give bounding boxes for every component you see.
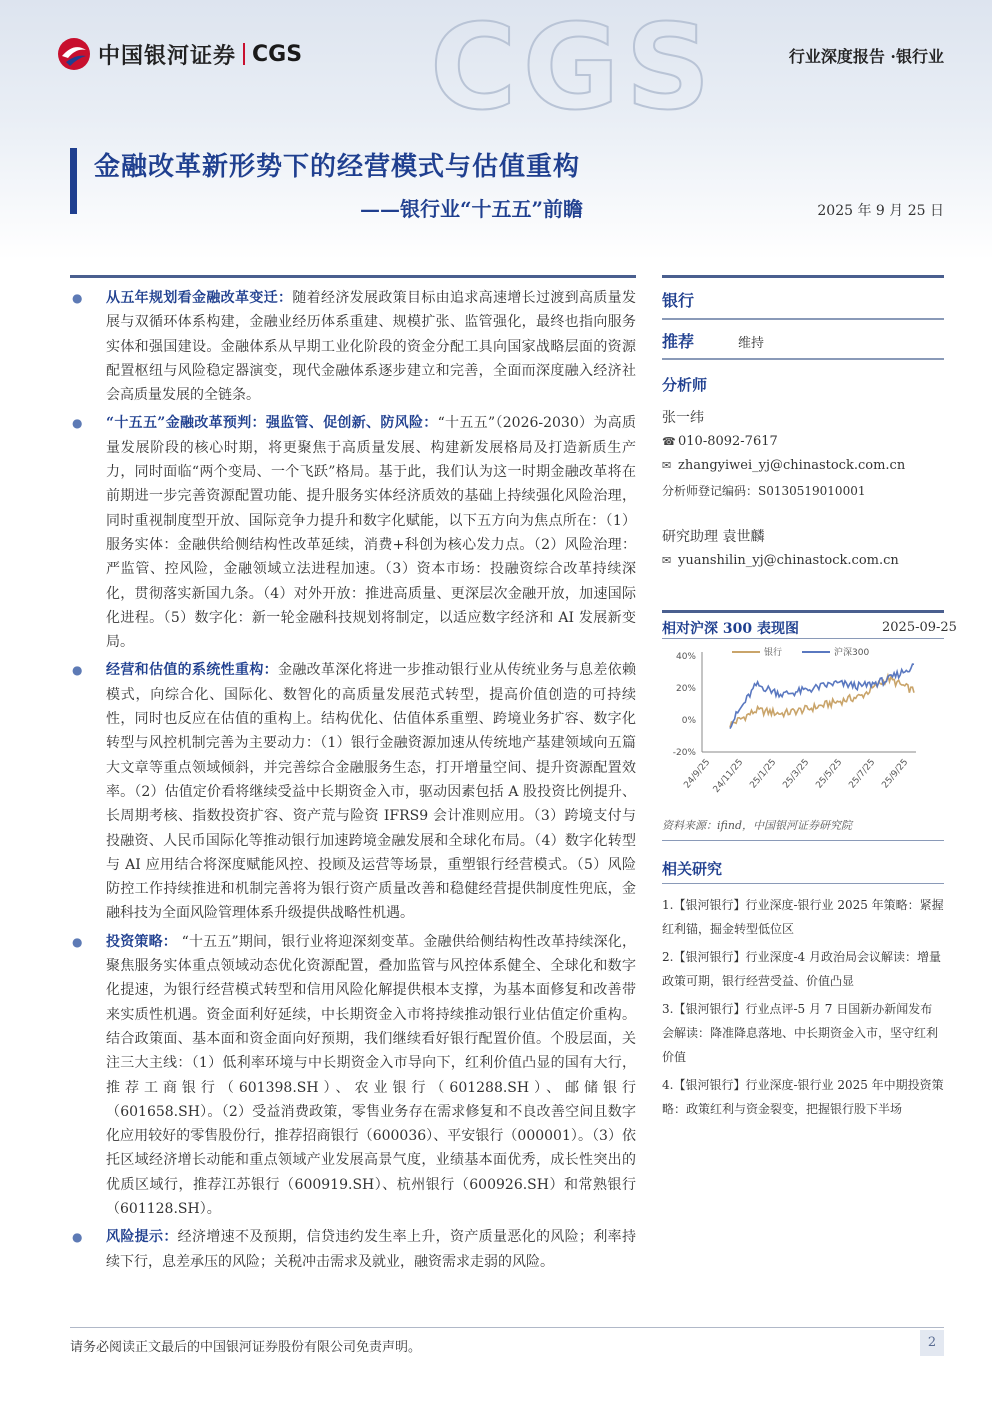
related-item[interactable]: 1.【银河银行】行业深度-银行业 2025 年策略：紧握红利锚，掘金转型低位区: [662, 898, 944, 936]
summary-body: [70, 286, 636, 1278]
paragraph-lead: 风险提示：: [106, 1229, 178, 1246]
bullet-icon: ●: [72, 934, 83, 949]
summary-paragraph: [70, 1225, 636, 1274]
chart-x-tick-label: 24/9/25: [682, 757, 713, 791]
report-subtitle: ——银行业“十五五”前瞻: [360, 197, 584, 221]
email-icon: ✉: [662, 459, 672, 472]
summary-paragraph: [70, 411, 636, 654]
body-top-rule: [70, 275, 636, 278]
industry-label: 银行: [662, 291, 695, 310]
assistant-email-value[interactable]: yuanshilin_yj@chinastock.com.cn: [678, 553, 899, 568]
related-item[interactable]: 3.【银河银行】行业点评-5 月 7 日国新办新闻发布会解读：降准降息落地、中长期资金入市，坚守红利价值: [662, 1002, 939, 1064]
chart-x-tick-label: 25/7/25: [847, 757, 878, 791]
title-accent-bar: [70, 148, 77, 214]
assistant-name: 袁世麟: [722, 529, 765, 545]
paragraph-text: 随着经济发展政策目标由追求高速增长过渡到高质量发展与双循环体系构建，金融业经历体系重建、规模扩张、监管强化，最终也指向服务实体和强国建设。金融体系从早期工业化阶段的资金分配工具向国家战略层面的资源配置枢纽与风险稳定器演变，现代金融体系逐步建立和完善，全面而深度融入经济社会高质量发展的全链条。: [106, 290, 637, 404]
related-list: [662, 893, 944, 1125]
analyst-reg-code: 分析师登记编码：S0130519010001: [662, 484, 866, 498]
paragraph-lead: “十五五”金融改革预判：强监管、促创新、防风险：: [106, 415, 438, 432]
logo-icon: [56, 36, 92, 72]
chart-x-tick-label: 25/1/25: [748, 757, 779, 791]
chart-date: 2025-09-25: [882, 620, 957, 635]
paragraph-lead: 投资策略：: [106, 933, 177, 950]
paragraph-lead: 从五年规划看金融改革变迁：: [106, 290, 293, 306]
chart-heading: 相对沪深 300 表现图: [662, 621, 799, 637]
sidebar-rule: [662, 318, 944, 320]
footer-disclaimer: 请务必阅读正文最后的中国银河证券股份有限公司免责声明。: [70, 1340, 422, 1355]
chart-x-tick-label: 25/5/25: [814, 757, 845, 791]
paragraph-lead: 经营和估值的系统性重构：: [106, 662, 278, 679]
bullet-icon: ●: [72, 291, 83, 305]
analyst-name: 张一纬: [662, 410, 704, 426]
chart-x-tick-label: 25/3/25: [781, 757, 812, 791]
paragraph-text: 金融改革深化将进一步推动银行业从传统业务与息差依赖模式，向综合化、国际化、数智化的高质量发展范式转型，提高价值创造的可持续性，同时也反应在估值的重构上。结构优化、估值体系重塑、跨境业务扩容、数字化转型与风控机制完善为主要动力：（1）银行金融资源加速从传统地产基建领域向五篇大文章等重点领域倾斜，并完善综合金融服务生态，打开增量空间、提升资源配置效率。（2）估值定价看将继续受益中长期资金入市，驱动因素包括 A 股投资比例提升、长周期考核、指数投资扩容、资产荒与险资 IFRS9 会计准则应用。（3）跨境支付与投融资、人民币国际化等推动银行加速跨境金融发展和全球化布局。（4）数字化转型与 AI 应用结合将深度赋能风控、投顾及运营等场景，重塑银行经营模式。（5）风险防控工作持续推进和机制完善将为银行资产质量改善和稳健经营提供制度性兜底，金融科技为全面风险管理体系升级提供战略性机遇。: [106, 662, 636, 922]
analyst-phone-value: 010-8092-7617: [678, 434, 778, 449]
paragraph-text: “十五五”（2026-2030）为高质量发展阶段的核心时期，将更聚焦于高质量发展、构建新发展格局及打造新质生产力，同时面临“两个变局、一个飞跃”格局。基于此，我们认为这一时期金融改革将在前期进一步完善资源配置功能、提升服务实体经济质效的基础上持续强化风险治理，同时重视制度型开放、国际竞争力提升和数字化赋能，以下五方向为焦点所在：（1）服务实体：金融供给侧结构性改革延续，消费+科创为核心发力点。（2）风险治理：严监管、控风险，金融领域立法进程加速。（3）资本市场：投融资综合改革持续深化，贯彻落实新国九条。（4）对外开放：推进高质量、更深层次金融开放，加速国际化进程。（5）数字化：新一轮金融科技规划将制定，以适应数字经济和 AI 发展新变局。: [106, 415, 636, 651]
chart-top-rule: [662, 610, 944, 613]
assistant-email: [662, 553, 899, 568]
report-type: 行业深度报告 ·银行业: [788, 47, 944, 66]
report-date: 2025 年 9 月 25 日: [817, 203, 944, 219]
assistant-label: 研究助理: [662, 529, 718, 545]
logo: [56, 36, 302, 72]
phone-icon: ☎: [662, 435, 676, 448]
sidebar-top-rule: [662, 275, 944, 278]
related-item[interactable]: 2.【银河银行】行业深度-4 月政治局会议解读：增量政策可期，银行经营受益、价值凸显: [662, 950, 941, 988]
related-top-rule: [662, 840, 944, 841]
summary-paragraph: [70, 658, 636, 925]
analyst-heading: 分析师: [662, 376, 708, 394]
logo-divider: [243, 43, 245, 65]
chart-svg: [662, 640, 944, 810]
footer-rule: [70, 1327, 944, 1328]
chart-legend-label: 沪深300: [834, 648, 870, 658]
paragraph-text: 经济增速不及预期，信贷违约发生率上升，资产质量恶化的风险；利率持续下行，息差承压的风险；关税冲击需求及就业，融资需求走弱的风险。: [106, 1229, 637, 1270]
chart-rule: [662, 638, 944, 639]
logo-text-cn: 中国银河证券: [98, 43, 237, 69]
sidebar-rule: [662, 358, 944, 360]
chart-source: 资料来源：ifind，中国银河证券研究院: [662, 819, 852, 832]
chart-series-line-1: [730, 664, 914, 729]
watermark: CGS: [430, 0, 717, 136]
summary-paragraph: [70, 930, 636, 1222]
chart-legend-label: 银行: [764, 648, 783, 658]
bullet-icon: ●: [72, 416, 83, 431]
chart-x-tick-label: 25/9/25: [880, 757, 911, 791]
bullet-icon: ●: [72, 663, 83, 678]
report-title: 金融改革新形势下的经营模式与估值重构: [94, 152, 581, 182]
chart-x-tick-label: 24/11/25: [711, 757, 746, 795]
rating-value: 维持: [738, 336, 765, 351]
chart-y-tick-label: 40%: [675, 652, 696, 662]
chart-y-tick-label: 0%: [681, 716, 696, 726]
chart-y-tick-label: -20%: [672, 748, 696, 758]
related-rule: [662, 883, 944, 884]
analyst-email: [662, 458, 905, 473]
page-number: 2: [920, 1330, 944, 1356]
rating-label: 推荐: [662, 332, 695, 351]
related-item[interactable]: 4.【银河银行】行业深度-银行业 2025 年中期投资策略：政策红利与资金裂变，把握银行股下半场: [662, 1078, 944, 1116]
analyst-phone: [662, 434, 778, 449]
paragraph-text: “十五五”期间，银行业将迎深刻变革。金融供给侧结构性改革持续深化，聚焦服务实体重点领域动态优化资源配置，叠加监管与风控体系健全、全球化和数字化提速，为银行经营模式转型和信用风险化解提供根本支撑，为基本面修复和改善带来实质性机遇。资金面利好延续，中长期资金入市将持续推动银行业估值定价重构。结合政策面、基本面和资金面向好预期，我们继续看好银行配置价值。个股层面，关注三大主线：（1）低利率环境与中长期资金入市导向下，红利价值凸显的国有大行，推荐工商银行（601398.SH）、农业银行（601288.SH）、邮储银行（601658.SH）。（2）受益消费政策，零售业务存在需求修复和不良改善空间且数字化应用较好的零售股份行，推荐招商银行（600036）、平安银行（000001）。（3）依托区域经济增长动能和重点领域产业发展高景气度，业绩基本面优秀，成长性突出的优质区域行，推荐江苏银行（600919.SH）、杭州银行（600926.SH）和常熟银行（601128.SH）。: [106, 933, 636, 1217]
email-icon: ✉: [662, 554, 672, 567]
bullet-icon: ●: [72, 1230, 83, 1245]
analyst-email-value[interactable]: zhangyiwei_yj@chinastock.com.cn: [678, 458, 906, 473]
performance-chart: [662, 640, 944, 810]
related-heading: 相关研究: [662, 860, 723, 878]
assistant-line: [662, 526, 764, 546]
summary-paragraph: [70, 286, 636, 407]
chart-y-tick-label: 20%: [675, 684, 696, 694]
logo-text-en: CGS: [252, 41, 303, 67]
